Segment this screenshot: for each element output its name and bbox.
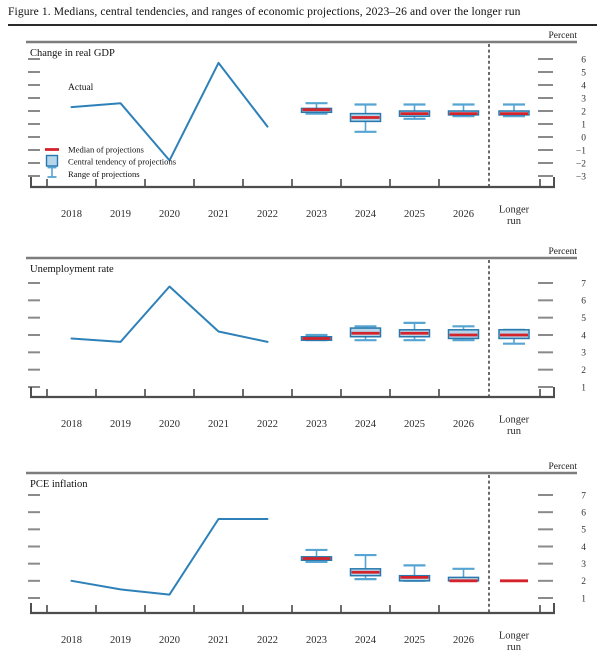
legend-central-tendency-label: Central tendency of projections	[68, 156, 177, 167]
panel-pce-inflation	[26, 462, 586, 653]
projection-2023	[302, 103, 332, 113]
y-axis-tick-label: −2	[575, 159, 586, 170]
year-label: 2024	[355, 635, 376, 646]
projection-2024	[351, 105, 381, 132]
projection-2023	[302, 335, 332, 340]
y-axis-tick-label: 0	[581, 133, 586, 144]
year-label: 2019	[110, 635, 131, 646]
longer-run-label: run	[507, 216, 521, 227]
actual-label: Actual	[68, 83, 94, 93]
longer-run-label: run	[507, 642, 521, 653]
percent-label: Percent	[548, 31, 577, 41]
legend-median-label: Median of projections	[68, 144, 144, 155]
y-axis-tick-label: 5	[581, 525, 586, 536]
panel-unemployment-rate	[26, 247, 586, 437]
y-axis-tick-label: 3	[581, 559, 586, 570]
longer-run-label: Longer	[498, 630, 530, 642]
y-axis-tick-label: 4	[581, 331, 586, 342]
longer-run-label: Longer	[498, 204, 530, 216]
year-label: 2020	[159, 209, 180, 220]
panel-change-in-real-gdp	[26, 31, 586, 227]
y-axis-tick-label: 5	[581, 68, 586, 79]
percent-label: Percent	[548, 462, 577, 472]
projection-longer-run	[499, 330, 529, 344]
y-axis-tick-label: −3	[575, 172, 586, 183]
y-axis-tick-label: 6	[581, 55, 586, 66]
projection-2025	[400, 105, 430, 119]
y-axis-tick-label: 3	[581, 348, 586, 359]
panel-title: Change in real GDP	[30, 48, 115, 59]
longer-run-label: Longer	[498, 414, 530, 426]
actual-line	[72, 519, 268, 595]
year-label: 2021	[208, 419, 229, 430]
year-label: 2021	[208, 209, 229, 220]
y-axis-tick-label: 4	[581, 542, 586, 553]
year-label: 2024	[355, 419, 376, 430]
y-axis-tick-label: 7	[581, 279, 586, 290]
projection-2024	[351, 555, 381, 579]
y-axis-tick-label: 2	[581, 365, 586, 376]
year-label: 2020	[159, 635, 180, 646]
legend-range-swatch	[48, 168, 57, 178]
year-label: 2022	[257, 419, 278, 430]
projection-2026	[449, 105, 479, 117]
y-axis-tick-label: 1	[581, 120, 586, 131]
year-label: 2019	[110, 419, 131, 430]
year-label: 2026	[453, 209, 474, 220]
year-label: 2018	[61, 419, 82, 430]
y-axis-tick-label: 7	[581, 491, 586, 502]
year-label: 2022	[257, 209, 278, 220]
legend-range-label: Range of projections	[68, 169, 140, 179]
projection-2026	[449, 569, 479, 581]
year-label: 2023	[306, 209, 327, 220]
longer-run-label: run	[507, 426, 521, 437]
year-label: 2025	[404, 635, 425, 646]
y-axis-tick-label: 6	[581, 508, 586, 519]
y-axis-tick-label: −1	[575, 146, 586, 157]
year-label: 2026	[453, 419, 474, 430]
year-label: 2022	[257, 635, 278, 646]
year-label: 2021	[208, 635, 229, 646]
year-label: 2023	[306, 419, 327, 430]
y-axis-tick-label: 1	[581, 383, 586, 394]
legend-central-tendency-swatch	[47, 156, 58, 167]
year-label: 2018	[61, 635, 82, 646]
year-label: 2026	[453, 635, 474, 646]
projection-2025	[400, 565, 430, 580]
percent-label: Percent	[548, 247, 577, 257]
year-label: 2020	[159, 419, 180, 430]
panel-title: PCE inflation	[30, 479, 88, 490]
projection-2023	[302, 550, 332, 562]
y-axis-tick-label: 6	[581, 296, 586, 307]
y-axis-tick-label: 3	[581, 94, 586, 105]
panel-title: Unemployment rate	[30, 264, 114, 275]
projection-longer-run	[499, 105, 529, 117]
figure-title: Figure 1. Medians, central tendencies, and ranges of economic projections, 2023–26 and over the longer run	[8, 5, 597, 26]
year-label: 2025	[404, 209, 425, 220]
year-label: 2018	[61, 209, 82, 220]
year-label: 2023	[306, 635, 327, 646]
y-axis-tick-label: 5	[581, 313, 586, 324]
projection-2026	[449, 326, 479, 340]
year-label: 2025	[404, 419, 425, 430]
actual-line	[72, 287, 268, 342]
year-label: 2024	[355, 209, 376, 220]
y-axis-tick-label: 2	[581, 107, 586, 118]
projection-2025	[400, 323, 430, 340]
year-label: 2019	[110, 209, 131, 220]
y-axis-tick-label: 1	[581, 594, 586, 605]
y-axis-tick-label: 4	[581, 81, 586, 92]
y-axis-tick-label: 2	[581, 577, 586, 588]
projection-2024	[351, 326, 381, 340]
